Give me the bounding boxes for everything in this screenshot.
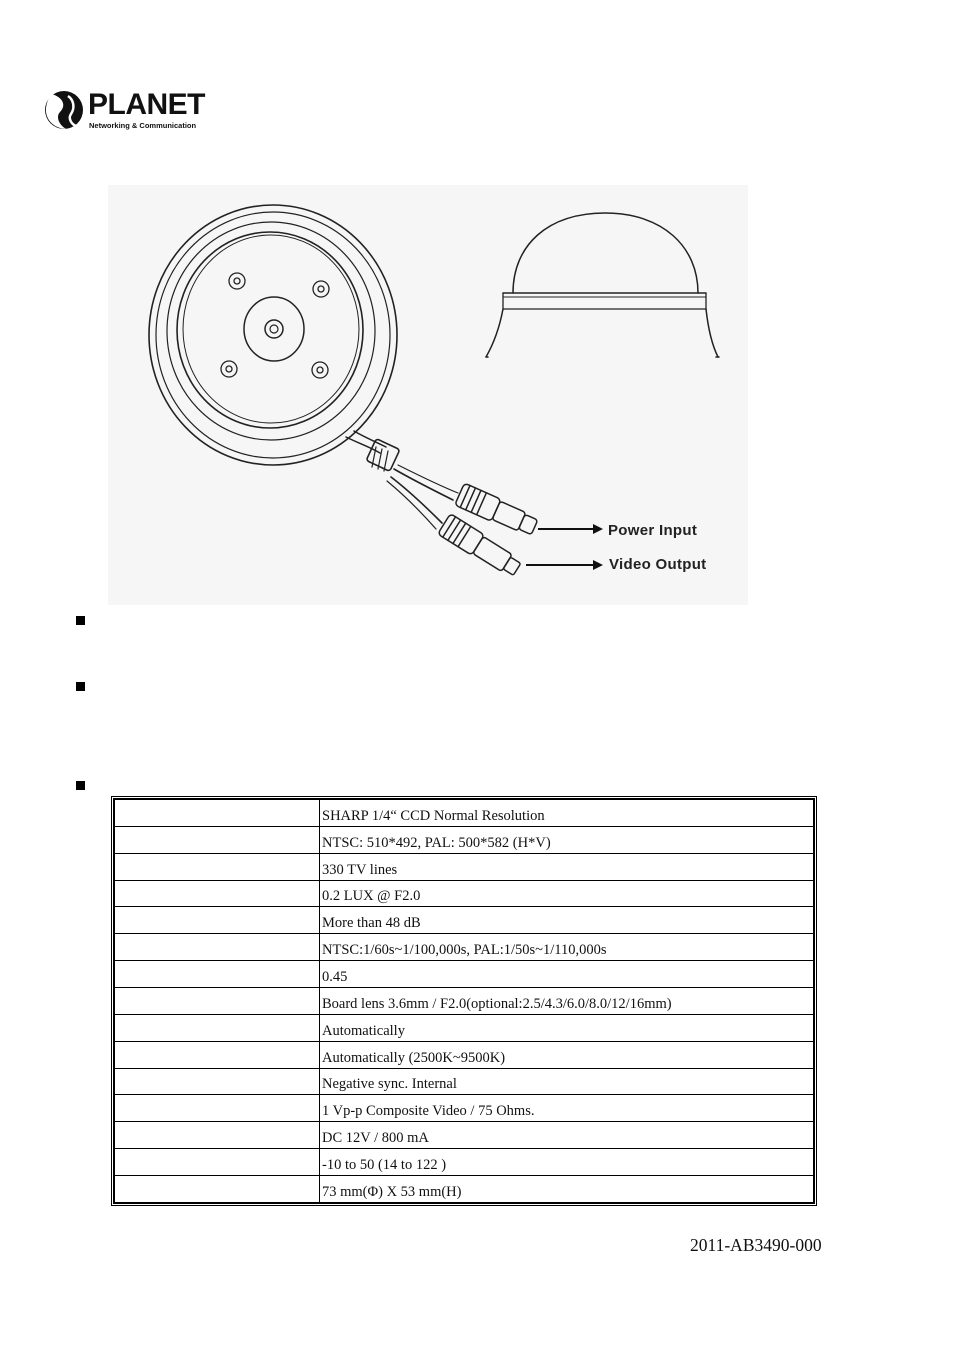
table-row	[115, 880, 814, 907]
bullet-marker-3	[76, 781, 85, 790]
spec-label	[115, 1176, 320, 1203]
spec-label	[115, 1014, 320, 1041]
table-row	[115, 1149, 814, 1176]
table-row	[115, 1122, 814, 1149]
spec-value: -10 to 50 (14 to 122 )	[320, 1149, 814, 1176]
video-output-label: Video Output	[609, 556, 707, 573]
bullet-marker-1	[76, 616, 85, 625]
spec-label	[115, 1122, 320, 1149]
spec-value: Automatically	[320, 1014, 814, 1041]
spec-label	[115, 934, 320, 961]
spec-label	[115, 1149, 320, 1176]
spec-value: 1 Vp-p Composite Video / 75 Ohms.	[320, 1095, 814, 1122]
spec-value: Board lens 3.6mm / F2.0(optional:2.5/4.3/6.0/8.0/12/16mm)	[320, 988, 814, 1015]
spec-value: DC 12V / 800 mA	[320, 1122, 814, 1149]
table-row	[115, 934, 814, 961]
table-row	[115, 1176, 814, 1203]
planet-logo	[44, 88, 204, 136]
logo-wordmark: PLANET	[88, 88, 205, 121]
table-row	[115, 988, 814, 1015]
table-row	[115, 853, 814, 880]
table-row	[115, 961, 814, 988]
table-row	[115, 826, 814, 853]
spec-label	[115, 1041, 320, 1068]
table-row	[115, 800, 814, 827]
spec-label	[115, 907, 320, 934]
table-row	[115, 1068, 814, 1095]
spec-value: 0.45	[320, 961, 814, 988]
spec-label	[115, 853, 320, 880]
spec-label	[115, 826, 320, 853]
spec-value: 73 mm(Φ) X 53 mm(H)	[320, 1176, 814, 1203]
table-row	[115, 1014, 814, 1041]
camera-drawing	[108, 185, 748, 605]
planet-logo-icon	[44, 88, 86, 132]
spec-value: More than 48 dB	[320, 907, 814, 934]
power-input-label: Power Input	[608, 522, 698, 539]
spec-label	[115, 880, 320, 907]
spec-label	[115, 800, 320, 827]
bullet-marker-2	[76, 682, 85, 691]
spec-label	[115, 988, 320, 1015]
spec-label	[115, 1068, 320, 1095]
spec-value: Negative sync. Internal	[320, 1068, 814, 1095]
spec-value: Automatically (2500K~9500K)	[320, 1041, 814, 1068]
logo-tagline: Networking & Communication	[89, 121, 197, 130]
spec-value: SHARP 1/4“ CCD Normal Resolution	[320, 800, 814, 827]
spec-value: NTSC:1/60s~1/100,000s, PAL:1/50s~1/110,000s	[320, 934, 814, 961]
spec-label	[115, 961, 320, 988]
spec-label	[115, 1095, 320, 1122]
table-row	[115, 907, 814, 934]
spec-value: 0.2 LUX @ F2.0	[320, 880, 814, 907]
table-row	[115, 1041, 814, 1068]
specification-table	[111, 796, 817, 1206]
table-row	[115, 1095, 814, 1122]
spec-value: 330 TV lines	[320, 853, 814, 880]
dome-camera-illustration	[108, 185, 748, 605]
document-number: 2011-AB3490-000	[690, 1235, 822, 1255]
spec-value: NTSC: 510*492, PAL: 500*582 (H*V)	[320, 826, 814, 853]
